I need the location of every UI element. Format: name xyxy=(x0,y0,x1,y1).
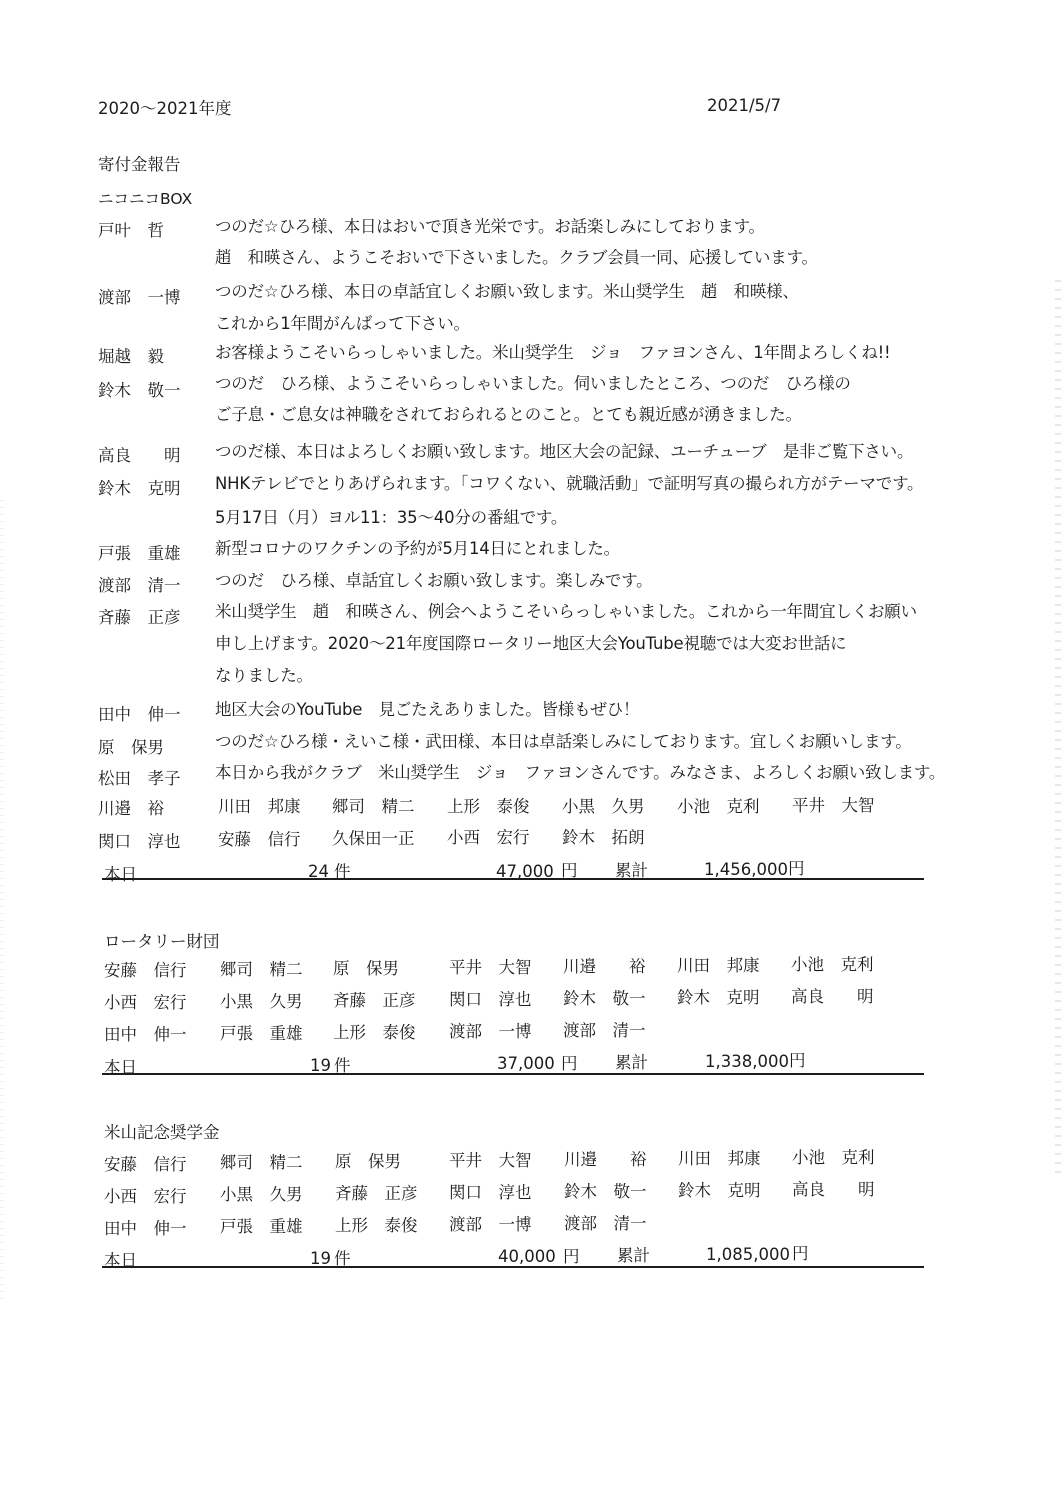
donor-list-name: 安藤 信行 xyxy=(218,830,301,849)
donor-list-name: 安藤 信行 xyxy=(104,961,187,980)
total-count: 24 xyxy=(308,862,329,881)
donor-list-name: 川邉 裕 xyxy=(98,799,164,818)
donor-list-name: 関口 淳也 xyxy=(449,990,532,1009)
report-date: 2021/5/7 xyxy=(707,96,782,115)
donor-list-name: 上形 泰俊 xyxy=(335,1216,418,1235)
donor-list-name: 高良 明 xyxy=(792,1180,875,1199)
donor-list-name: 郷司 精二 xyxy=(220,960,303,979)
total-count-unit: 件 xyxy=(334,862,351,881)
donor-list-name: 原 保男 xyxy=(335,1152,401,1171)
donor-message: つのだ☆ひろ様・えいこ様・武田様、本日は卓話楽しみにしております。宜しくお願いします。 xyxy=(215,732,912,751)
donor-message: 地区大会のYouTube 見ごたえありました。皆様もぜひ！ xyxy=(215,700,640,719)
total-underline xyxy=(102,1073,924,1075)
donor-name: 堀越 毅 xyxy=(98,347,164,366)
donor-message: 5月17日（月）ヨル11：35～40分の番組です。 xyxy=(215,508,568,527)
scan-edge-artifact-left xyxy=(0,500,4,1300)
donor-list-name: 安藤 信行 xyxy=(104,1155,187,1174)
donor-name: 原 保男 xyxy=(98,738,164,757)
total-count: 19 xyxy=(310,1056,331,1075)
scan-edge-artifact xyxy=(1055,280,1061,1180)
total-count-unit: 件 xyxy=(334,1249,351,1268)
donor-name: 高良 明 xyxy=(98,446,181,465)
total-label: 本日 xyxy=(104,865,137,884)
cumulative-unit: 円 xyxy=(789,1051,806,1070)
cumulative-label: 累計 xyxy=(617,1246,650,1265)
cumulative-unit: 円 xyxy=(788,859,805,878)
total-underline xyxy=(102,878,924,880)
donor-list-name: 平井 大智 xyxy=(449,958,532,977)
donor-list-name: 小池 克利 xyxy=(677,797,760,816)
donor-message: 本日から我がクラブ 米山奨学生 ジョ ファヨンさんです。みなさま、よろしくお願い致します。 xyxy=(215,763,946,782)
donor-list-name: 小西 宏行 xyxy=(104,1187,187,1206)
donor-list-name: 郷司 精二 xyxy=(220,1153,303,1172)
donor-list-name: 鈴木 克明 xyxy=(678,1181,761,1200)
donor-message: ご子息・ご息女は神職をされておられるとのこと。とても親近感が湧きました。 xyxy=(215,405,802,424)
donor-message: これから1年間がんばって下さい。 xyxy=(215,314,470,333)
donor-message: NHKテレビでとりあげられます。「コワくない、就職活動」で証明写真の撮られ方がテーマです。 xyxy=(215,474,924,493)
donor-message: つのだ ひろ様、ようこそいらっしゃいました。伺いましたところ、つのだ ひろ様の xyxy=(215,374,851,393)
total-underline xyxy=(102,1266,924,1268)
donor-name: 渡部 一博 xyxy=(98,288,181,307)
cumulative-label: 累計 xyxy=(615,1053,648,1072)
donor-list-name: 高良 明 xyxy=(791,987,874,1006)
donor-name: 戸張 重雄 xyxy=(98,544,181,563)
total-amount-unit: 円 xyxy=(563,1247,580,1266)
donor-list-name: 小黒 久男 xyxy=(220,992,303,1011)
donor-name: 渡部 清一 xyxy=(98,576,181,595)
cumulative-unit: 円 xyxy=(792,1244,809,1263)
total-amount-unit: 円 xyxy=(561,861,578,880)
total-label: 本日 xyxy=(104,1058,137,1077)
donor-name: 鈴木 克明 xyxy=(98,479,181,498)
donor-list-name: 鈴木 克明 xyxy=(677,988,760,1007)
total-count-unit: 件 xyxy=(334,1056,351,1075)
donor-list-name: 田中 伸一 xyxy=(104,1025,187,1044)
donor-list-name: 戸張 重雄 xyxy=(220,1217,303,1236)
cumulative-amount: 1,085,000 xyxy=(706,1245,790,1264)
cumulative-amount: 1,338,000 xyxy=(705,1052,789,1071)
section-title-rotary: ロータリー財団 xyxy=(104,932,220,951)
donor-list-name: 川邉 裕 xyxy=(564,1150,647,1169)
donor-list-name: 戸張 重雄 xyxy=(220,1024,303,1043)
report-title: 寄付金報告 xyxy=(98,155,181,174)
donor-list-name: 小西 宏行 xyxy=(447,828,530,847)
donor-list-name: 上形 泰俊 xyxy=(447,797,530,816)
donor-list-name: 渡部 清一 xyxy=(563,1021,646,1040)
donor-message: 米山奨学生 趙 和暎さん、例会へようこそいらっしゃいました。これから一年間宜しくお願い xyxy=(215,602,917,621)
donor-list-name: 上形 泰俊 xyxy=(333,1023,416,1042)
donor-list-name: 田中 伸一 xyxy=(104,1219,187,1238)
donor-list-name: 郷司 精二 xyxy=(332,797,415,816)
donor-message: つのだ ひろ様、卓話宜しくお願い致します。楽しみです。 xyxy=(215,571,653,590)
total-amount: 37,000 xyxy=(497,1054,555,1073)
donor-list-name: 小黒 久男 xyxy=(562,797,645,816)
total-amount: 40,000 xyxy=(498,1247,556,1266)
donor-list-name: 川田 邦康 xyxy=(218,797,301,816)
donor-list-name: 鈴木 拓朗 xyxy=(562,828,645,847)
donor-list-name: 小西 宏行 xyxy=(104,993,187,1012)
donor-list-name: 渡部 一博 xyxy=(449,1215,532,1234)
section-title-nikoniko: ニコニコBOX xyxy=(98,190,193,208)
donor-message: 趙 和暎さん、ようこそおいで下さいました。クラブ会員一同、応援しています。 xyxy=(215,248,818,267)
donor-list-name: 小池 克利 xyxy=(791,955,874,974)
donor-name: 斉藤 正彦 xyxy=(98,608,181,627)
donor-message: 申し上げます。2020～21年度国際ロータリー地区大会YouTube視聴では大変お世話に xyxy=(215,634,847,653)
donor-message: つのだ☆ひろ様、本日はおいで頂き光栄です。お話楽しみにしております。 xyxy=(215,217,765,236)
donor-list-name: 久保田一正 xyxy=(332,829,415,848)
donor-message: 新型コロナのワクチンの予約が5月14日にとれました。 xyxy=(215,539,620,558)
total-amount: 47,000 xyxy=(496,862,554,881)
donor-list-name: 小黒 久男 xyxy=(220,1185,303,1204)
donor-list-name: 関口 淳也 xyxy=(449,1183,532,1202)
donor-list-name: 平井 大智 xyxy=(792,796,875,815)
donor-message: つのだ様、本日はよろしくお願い致します。地区大会の記録、ユーチューブ 是非ご覧下さい。 xyxy=(215,442,914,461)
donor-list-name: 平井 大智 xyxy=(449,1151,532,1170)
donor-list-name: 渡部 清一 xyxy=(564,1214,647,1233)
donor-message: なりました。 xyxy=(215,666,313,685)
fiscal-year: 2020～2021年度 xyxy=(98,99,232,118)
cumulative-label: 累計 xyxy=(615,861,648,880)
donor-list-name: 原 保男 xyxy=(333,959,399,978)
donor-list-name: 鈴木 敬一 xyxy=(564,1182,647,1201)
donor-list-name: 鈴木 敬一 xyxy=(563,989,646,1008)
donor-list-name: 渡部 一博 xyxy=(449,1022,532,1041)
donor-list-name: 川田 邦康 xyxy=(678,1149,761,1168)
donor-list-name: 小池 克利 xyxy=(792,1148,875,1167)
donor-name: 松田 孝子 xyxy=(98,769,181,788)
section-title-yoneyama: 米山記念奨学金 xyxy=(104,1123,220,1142)
donor-message: お客様ようこそいらっしゃいました。米山奨学生 ジョ ファヨンさん、1年間よろしくね!! xyxy=(215,343,891,362)
donor-list-name: 川邉 裕 xyxy=(563,957,646,976)
total-amount-unit: 円 xyxy=(561,1054,578,1073)
donor-list-name: 斉藤 正彦 xyxy=(335,1184,418,1203)
donor-name: 田中 伸一 xyxy=(98,705,181,724)
total-count: 19 xyxy=(310,1249,331,1268)
donor-name: 鈴木 敬一 xyxy=(98,381,181,400)
donor-list-name: 関口 淳也 xyxy=(98,832,181,851)
donor-message: つのだ☆ひろ様、本日の卓話宜しくお願い致します。米山奨学生 趙 和暎様、 xyxy=(215,282,799,301)
donor-name: 戸叶 哲 xyxy=(98,221,164,240)
donor-list-name: 川田 邦康 xyxy=(677,956,760,975)
total-label: 本日 xyxy=(104,1251,137,1270)
cumulative-amount: 1,456,000 xyxy=(704,860,788,879)
donor-list-name: 斉藤 正彦 xyxy=(333,991,416,1010)
